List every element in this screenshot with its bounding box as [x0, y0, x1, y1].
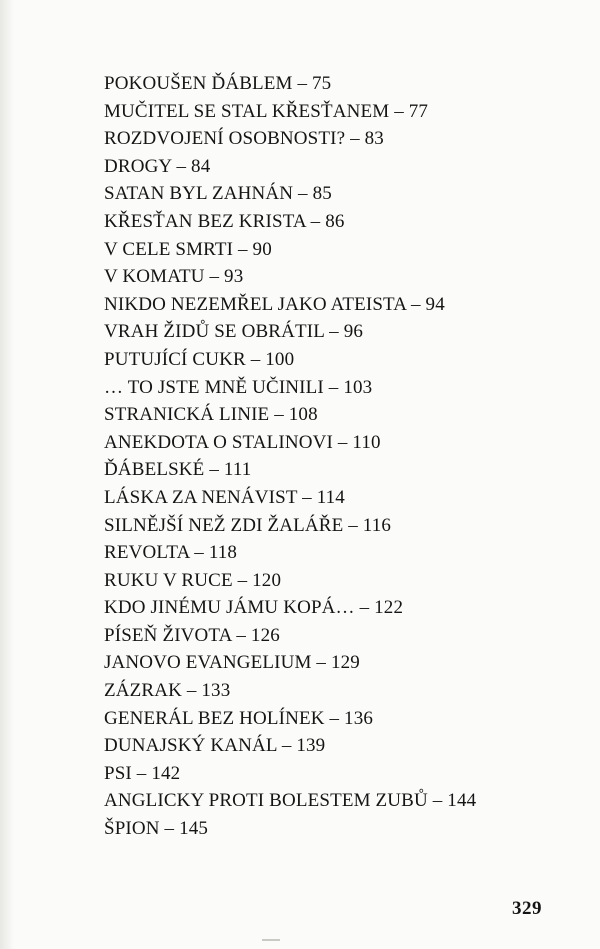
toc-entry: JANOVO EVANGELIUM – 129	[104, 652, 360, 674]
toc-entry: DUNAJSKÝ KANÁL – 139	[104, 735, 326, 757]
toc-entry: REVOLTA – 118	[104, 542, 238, 564]
toc-entry: ŠPION – 145	[104, 818, 209, 840]
table-of-contents	[104, 70, 476, 843]
toc-entry: V CELE SMRTI – 90	[104, 238, 272, 260]
toc-entry: STRANICKÁ LINIE – 108	[104, 404, 318, 426]
toc-entry: ZÁZRAK – 133	[104, 680, 231, 702]
toc-entry: MUČITEL SE STAL KŘESŤANEM – 77	[104, 100, 429, 122]
toc-entry: KDO JINÉMU JÁMU KOPÁ… – 122	[104, 597, 404, 619]
toc-entry: POKOUŠEN ĎÁBLEM – 75	[104, 73, 332, 94]
page-edge-shadow	[0, 0, 14, 949]
toc-entry: NIKDO NEZEMŘEL JAKO ATEISTA – 94	[104, 293, 445, 315]
toc-entry: RUKU V RUCE – 120	[104, 569, 282, 591]
toc-entry: V KOMATU – 93	[104, 266, 244, 288]
toc-entry: ANEKDOTA O STALINOVI – 110	[104, 431, 381, 453]
toc-entry: SILNĚJŠÍ NEŽ ZDI ŽALÁŘE – 116	[104, 514, 392, 536]
toc-entry: PUTUJÍCÍ CUKR – 100	[104, 348, 295, 370]
toc-entry: DROGY – 84	[104, 155, 211, 177]
toc-entry: VRAH ŽIDŮ SE OBRÁTIL – 96	[104, 321, 364, 343]
toc-entry: PSI – 142	[104, 762, 181, 784]
scan-mark	[262, 939, 280, 941]
toc-entry: LÁSKA ZA NENÁVIST – 114	[104, 486, 345, 508]
toc-entry: ĎÁBELSKÉ – 111	[104, 459, 252, 481]
toc-entry: … TO JSTE MNĚ UČINILI – 103	[104, 376, 373, 398]
toc-entry: ANGLICKY PROTI BOLESTEM ZUBŮ – 144	[104, 790, 477, 812]
toc-entry: PÍSEŇ ŽIVOTA – 126	[104, 624, 280, 646]
toc-entry: SATAN BYL ZAHNÁN – 85	[104, 183, 332, 205]
page-number: 329	[512, 898, 542, 919]
toc-entry: KŘESŤAN BEZ KRISTA – 86	[104, 210, 345, 232]
toc-entry: ROZDVOJENÍ OSOBNOSTI? – 83	[104, 128, 384, 150]
toc-entry: GENERÁL BEZ HOLÍNEK – 136	[104, 707, 374, 729]
